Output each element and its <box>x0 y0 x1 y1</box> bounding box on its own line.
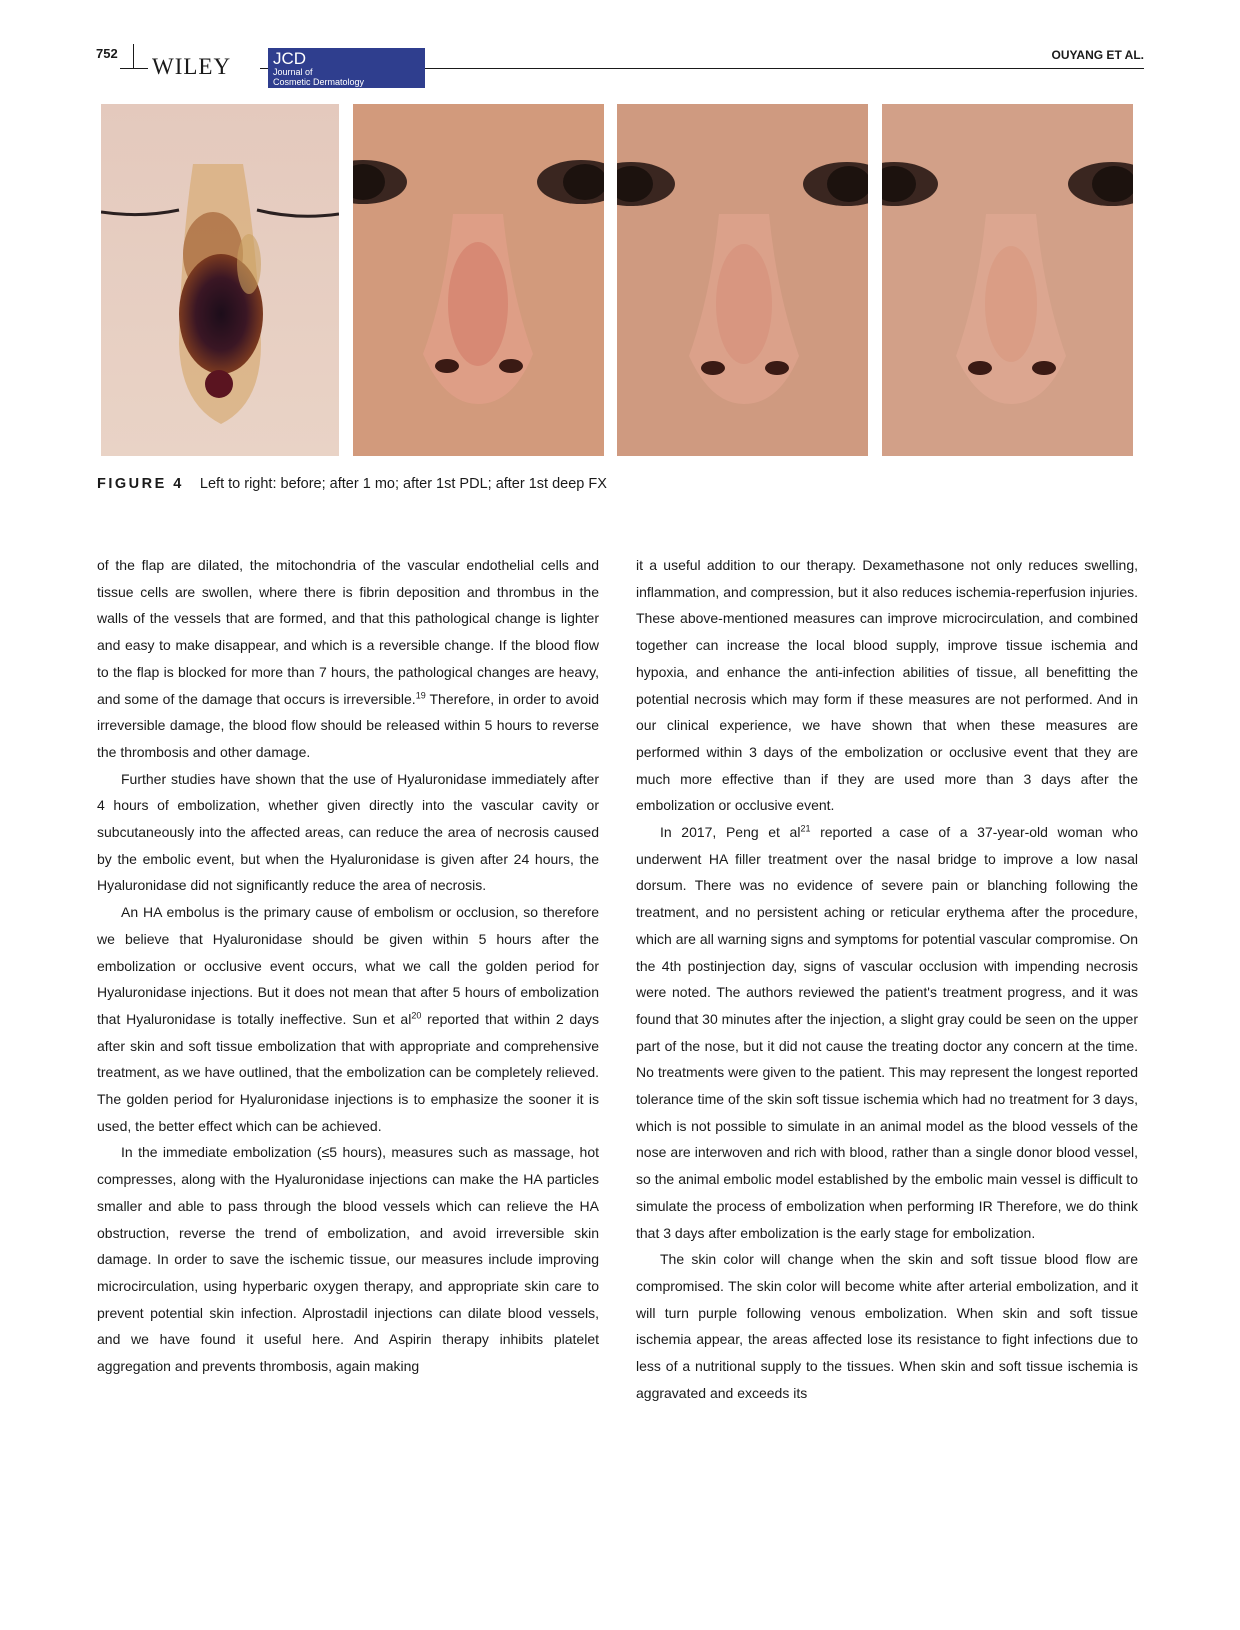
running-head: OUYANG ET AL. <box>1051 48 1144 62</box>
body-paragraph: The skin color will change when the skin and soft tissue blood flow are compromised. The skin color will become white after arterial embolization, and it will turn purple following venous embolization. When skin and soft tissue ischemia appear, the areas affected lose its resistance to fight infections due to less of a nutritional supply to the tissues. When skin and soft tissue ischemia is aggravated and exceeds its <box>636 1251 1138 1401</box>
body-column-left <box>97 552 599 1380</box>
body-column-right <box>636 552 1138 1407</box>
publisher-logo: WILEY <box>152 54 232 79</box>
body-paragraph: of the flap are dilated, the mitochondria of the vascular endothelial cells and tissue cells are swollen, where there is fibrin deposition and thrombus in the walls of the vessels that are formed, and that this pathological change is lighter and easy to make disappear, and which is a reversible change. If the blood flow to the flap is blocked for more than 7 hours, the pathological changes are heavy, and some of the damage that occurs is irreversible.$^{19}$ Therefore, in order to avoid irreversible damage, the blood flow should be released within 5 hours to reverse the thrombosis and other damage. <box>97 557 599 760</box>
header-rule-left <box>120 68 148 69</box>
figure-photo-after-1st-deep-fx <box>882 104 1133 456</box>
header-divider-tick <box>133 44 134 68</box>
page-number: 752 <box>96 46 118 61</box>
citation-superscript: 20 <box>411 1010 422 1021</box>
body-paragraph: Further studies have shown that the use of Hyaluronidase immediately after 4 hours of embolization, whether given directly into the vascular cavity or subcutaneously into the affected areas, can reduce the area of necrosis caused by the embolic event, but when the Hyaluronidase is given after 24 hours, the Hyaluronidase did not significantly reduce the area of necrosis. <box>97 770 599 894</box>
body-paragraph: it a useful addition to our therapy. Dexamethasone not only reduces swelling, inflammation, and compression, but it also reduces ischemia-reperfusion injuries. These above-mentioned measures can improve microcirculation, and combined together can increase the local blood supply, improve tissue ischemia and hypoxia, and enhance the anti-infection abilities of tissue, all benefitting the potential necrosis which may form if these measures are not performed. And in our clinical experience, we have shown that when these measures are performed within 3 days of the embolization or occlusive event that they are much more effective than if they are used more than 3 days after the embolization or occlusive event. <box>636 557 1138 814</box>
body-paragraph: In the immediate embolization (≤5 hours), measures such as massage, hot compresses, along with the Hyaluronidase injections can make the HA particles smaller and able to pass through the blood vessels which can relieve the HA obstruction, reverse the trend of embolization, and avoid irreversible skin damage. In order to save the ischemic tissue, our measures include improving microcirculation, using hyperbaric oxygen therapy, and appropriate skin care to prevent potential skin infection. Alprostadil injections can dilate blood vessels, and we have found it useful here. And Aspirin therapy inhibits platelet aggregation and prevents thrombosis, again making <box>97 1144 599 1375</box>
figure-photo-after-1st-pdl <box>617 104 868 456</box>
journal-full-name: Journal of Cosmetic Dermatology <box>273 67 365 87</box>
body-paragraph: An HA embolus is the primary cause of embolism or occlusion, so therefore we believe that Hyaluronidase should be given within 5 hours after the embolization or occlusive event occurs, what we call the golden period for Hyaluronidase injections. But it does not mean that after 5 hours of embolization that Hyaluronidase is totally ineffective. Sun et $al^{20}$ reported that within 2 days after skin and soft tissue embolization that with appropriate and comprehensive treatment, as we have outlined, that the embolization can be completely relieved. The golden period for Hyaluronidase injections is to emphasize the sooner it is used, the better effect which can be achieved. <box>97 904 599 1134</box>
citation-superscript: 19 <box>415 689 426 700</box>
figure-caption-text: Left to right: before; after 1 mo; after 1st PDL; after 1st deep FX <box>199 476 607 492</box>
figure-photo-before <box>101 104 339 456</box>
journal-badge <box>268 48 425 88</box>
body-paragraph: In 2017, Peng et $al^{21}$ reported a case of a 37-year-old woman who underwent HA filler treatment over the nasal bridge to improve a low nasal dorsum. There was no evidence of severe pain or blanching following the treatment, and no persistent aching or reticular erythema after the procedure, which are all warning signs and symptoms for potential vascular compromise. On the 4th postinjection day, signs of vascular occlusion with impending necrosis were noted. The authors reviewed the patient's treatment progress, and it was found that 30 minutes after the injection, a slight gray could be seen on the upper part of the nose, but it did not cause the treating doctor any concern at the time. No treatments were given to the patient. This may represent the longest reported tolerance time of the skin soft tissue ischemia which had no treatment for 3 days, which is not possible to simulate in an animal model as the blood vessels of the nose are interwoven and rich with blood, rather than a single donor blood vessel, so the animal embolic model established by the embolic main vessel is difficult to simulate the process of embolization when performing IR Therefore, we do think that 3 days after embolization is the early stage for embolization. <box>636 823 1138 1241</box>
journal-abbreviation: JCD <box>273 49 307 68</box>
figure-caption <box>97 476 607 492</box>
figure-photo-after-1-mo <box>353 104 604 456</box>
citation-superscript: 21 <box>800 823 811 834</box>
figure-label: FIGURE 4 <box>97 476 184 492</box>
